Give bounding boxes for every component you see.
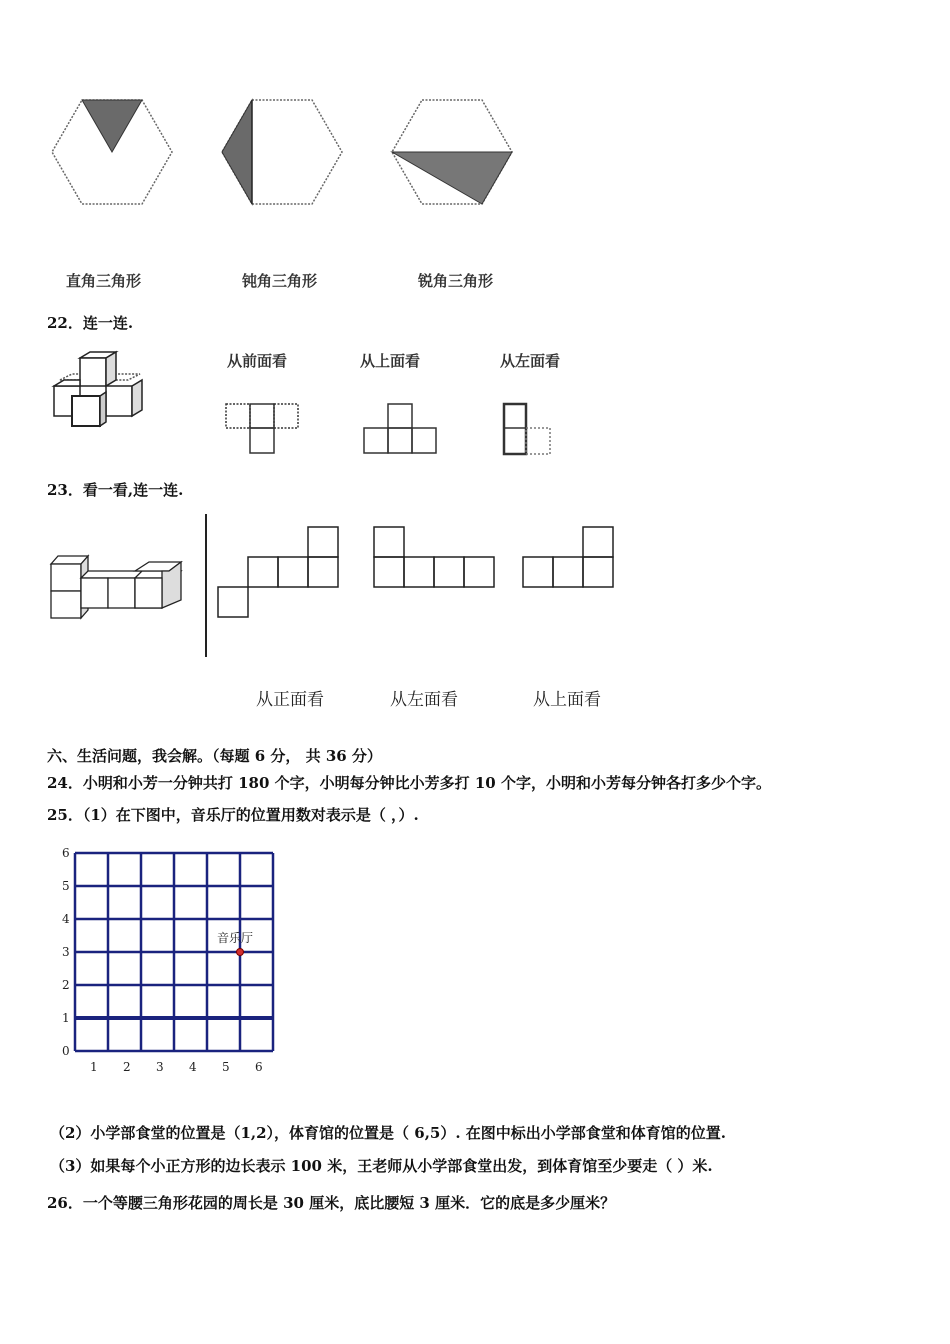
x-tick-label: 4 xyxy=(189,1060,197,1074)
y-tick-label: 1 xyxy=(62,1011,70,1025)
q23-cube-model xyxy=(50,554,190,624)
q26-text: 26．一个等腰三角形花园的周长是 30 厘米，底比腰短 3 厘米．它的底是多少厘米？ xyxy=(47,1194,616,1212)
q25-part3: （3）如果每个小正方形的边长表示 100 米，王老师从小学部食堂出发，到体育馆至少要走（ ）米. xyxy=(50,1157,713,1175)
y-tick-label: 0 xyxy=(62,1044,70,1058)
label-acute-triangle: 锐角三角形 xyxy=(418,272,494,290)
x-tick-label: 6 xyxy=(255,1060,263,1074)
q25-part1: 25．（1）在下图中，音乐厅的位置用数对表示是（ ，）. xyxy=(47,806,419,824)
q23-view-front: 从正面看 xyxy=(256,690,324,710)
section6-title: 六、生活问题，我会解。（每题 6 分， 共 36 分） xyxy=(47,747,382,765)
hexagon-figures xyxy=(40,95,560,215)
q22-title: 22．连一连. xyxy=(47,314,134,332)
q25-part2: （2）小学部食堂的位置是（1,2），体育馆的位置是（ 6,5）. 在图中标出小学部食堂和体育馆的位置. xyxy=(50,1124,727,1142)
y-tick-label: 5 xyxy=(62,879,70,893)
y-tick-label: 3 xyxy=(62,945,70,959)
q23-view-left: 从左面看 xyxy=(390,690,458,710)
shaded-right-triangle xyxy=(82,100,142,152)
q22-left-view-shape xyxy=(500,400,560,460)
x-tick-label: 3 xyxy=(156,1060,164,1074)
y-tick-label: 6 xyxy=(62,846,70,860)
shaded-obtuse-triangle xyxy=(222,100,252,204)
q25-coordinate-grid xyxy=(55,838,295,1088)
q23-shape-b xyxy=(372,525,502,595)
q22-top-view-shape xyxy=(360,400,440,460)
q22-front-view-shape xyxy=(222,400,302,460)
q23-view-top: 从上面看 xyxy=(533,690,601,710)
x-tick-label: 2 xyxy=(123,1060,131,1074)
q23-divider xyxy=(205,514,207,657)
q22-view-front: 从前面看 xyxy=(227,352,288,370)
q23-shape-a xyxy=(216,525,346,625)
concert-hall-label: 音乐厅 xyxy=(217,931,254,945)
x-tick-label: 5 xyxy=(222,1060,230,1074)
q22-view-left: 从左面看 xyxy=(500,352,561,370)
shaded-acute-triangle xyxy=(392,152,512,204)
label-right-triangle: 直角三角形 xyxy=(66,272,142,290)
q23-title: 23．看一看,连一连. xyxy=(47,481,184,499)
q24-text: 24．小明和小芳一分钟共打 180 个字，小明每分钟比小芳多打 10 个字，小明和小芳每分钟各打多少个字。 xyxy=(47,774,771,792)
y-tick-label: 4 xyxy=(62,912,70,926)
label-obtuse-triangle: 钝角三角形 xyxy=(242,272,318,290)
concert-hall-point xyxy=(237,949,244,956)
q23-shape-c xyxy=(521,525,621,595)
q22-cube-stack xyxy=(52,352,152,432)
y-tick-label: 2 xyxy=(62,978,70,992)
q22-view-top: 从上面看 xyxy=(360,352,421,370)
x-tick-label: 1 xyxy=(90,1060,98,1074)
